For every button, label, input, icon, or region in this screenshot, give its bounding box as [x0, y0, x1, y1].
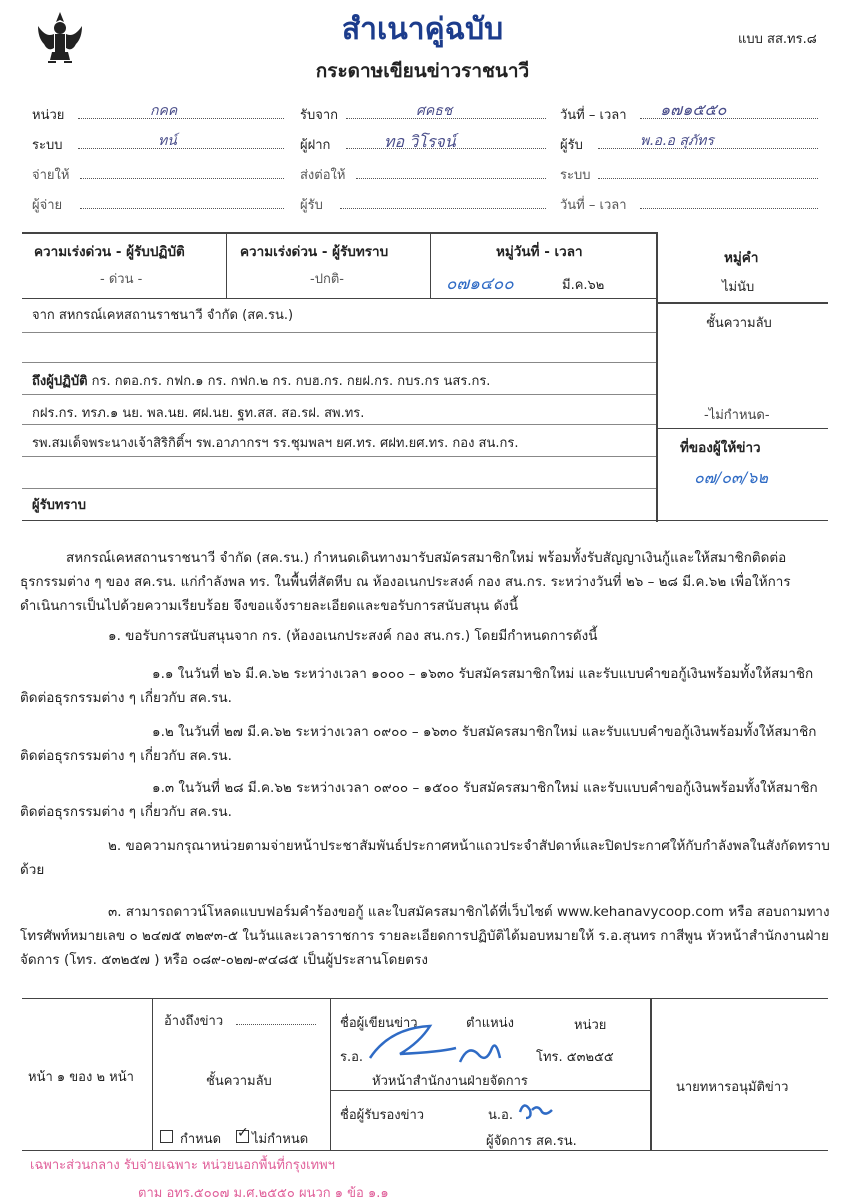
position-label: ตำแหน่ง	[466, 1016, 514, 1031]
from-line: จาก สหกรณ์เคหสถานราชนาวี จำกัด (สค.รน.)	[32, 308, 294, 323]
row-line-6	[22, 488, 656, 489]
body-paragraph-6: ๒. ขอความกรุณาหน่วยตามจ่ายหน้าประชาสัมพันธ์ประกาศหน้าแถวประจำสัปดาห์และปิดประกาศให้กับกำลังพลในสังกัดทราบด้วย	[20, 838, 830, 878]
footer-divider-1	[152, 998, 153, 1150]
received-from-label: รับจาก	[300, 108, 339, 123]
table-header-bottom	[22, 298, 656, 299]
originator-ref-value	[694, 466, 768, 491]
footer-divider-2	[330, 998, 331, 1150]
row-line-5	[22, 456, 656, 457]
body-paragraph-4: ๑.๒ ในวันที่ ๒๗ มี.ค.๖๒ ระหว่างเวลา ๐๙๐๐ – ๑๖๓๐ รับสมัครสมาชิกใหม่ และรับแบบคำขอกู้เงินพร้อมทั้งให้สมาชิกติดต่อธุรกรรมต่าง ๆ เกี่ยวกับ สค.รน.	[20, 724, 817, 764]
unit-line	[78, 118, 284, 119]
checkbox-unspecified-label: ไม่กำหนด	[252, 1132, 309, 1147]
writer-position: หัวหน้าสำนักงานฝ่ายจัดการ	[372, 1074, 528, 1089]
approver-label: ชื่อผู้รับรองข่าว	[340, 1108, 425, 1123]
footer-unit-label: หน่วย	[574, 1018, 607, 1033]
secrecy-label: ชั้นความลับ	[706, 316, 772, 331]
right-panel-divider	[656, 428, 828, 429]
pay-to-label: จ่ายให้	[32, 168, 70, 183]
table-bottom-border	[22, 520, 828, 521]
footer-divider-3	[650, 998, 652, 1150]
deposit-label: ผู้ฝาก	[300, 138, 331, 153]
body-paragraph-7: ๓. สามารถดาวน์โหลดแบบฟอร์มคำร้องขอกู้ และใบสมัครสมาชิกได้ที่เว็บไซต์ www.kehanavycoop.com หรือ สอบถามทางโทรศัพท์หมายเลข ๐ ๒๔๗๕ ๓๒๙๓-๕ ในวันและเวลาราชการ รายละเอียดการปฏิบัติได้มอบหมายให้ ร.อ.สุนทร กาสีพูน หัวหน้าสำนักงานฝ่ายจัดการ (โทร. ๕๓๒๕๗ ) หรือ ๐๘๙-๐๒๗-๙๔๘๕ เป็นผู้ประสานโดยตรง	[20, 904, 830, 968]
datetime-value: ๑๗๑๕๕๐	[660, 100, 727, 119]
to-line-1	[32, 370, 490, 391]
footer-bottom-border	[22, 1150, 828, 1151]
urgency-info-title: ความเร่งด่วน - ผู้รับทราบ	[240, 244, 389, 260]
originator-ref-text: ๐๗/๐๓/๖๒	[694, 468, 768, 487]
forward-label: ส่งต่อให้	[300, 168, 346, 183]
check-mark-icon: ✓	[237, 1125, 249, 1141]
table-top-border	[22, 232, 656, 234]
datetime2-line	[640, 208, 818, 209]
ref-line	[236, 1024, 316, 1025]
system2-line	[598, 178, 818, 179]
body-paragraph-5: ๑.๓ ในวันที่ ๒๘ มี.ค.๖๒ ระหว่างเวลา ๐๙๐๐ – ๑๕๐๐ รับสมัครสมาชิกใหม่ และรับแบบคำขอกู้เงินพร้อมทั้งให้สมาชิกติดต่อธุรกรรมต่าง ๆ เกี่ยวกับ สค.รน.	[20, 780, 818, 820]
distribution-stamp-line-1: เฉพาะส่วนกลาง รับจ่ายเฉพาะ หน่วยนอกพื้นที่กรุงเทพฯ	[30, 1158, 335, 1173]
word-count-title: หมู่คำ	[724, 250, 759, 266]
footer-secrecy-label: ชั้นความลับ	[206, 1074, 272, 1089]
footer-top-border	[22, 998, 828, 999]
urgency-action-title: ความเร่งด่วน - ผู้รับปฏิบัติ	[34, 244, 185, 260]
checkbox-specified-label: กำหนด	[180, 1132, 222, 1147]
pay-to-line	[80, 178, 284, 179]
checkbox-specified[interactable]	[160, 1130, 173, 1143]
approver-signature	[516, 1098, 556, 1124]
originator-ref-label: ที่ของผู้ให้ข่าว	[680, 440, 761, 456]
to-label: ถึงผู้ปฏิบัติ	[32, 374, 88, 389]
page-title: สำเนาคู่ฉบับ	[341, 12, 504, 47]
to-line-2: กฝร.กร. ทรภ.๑ นย. พล.นย. ศฝ.นย. ฐท.สส. สอ.รฝ. สพ.ทร.	[32, 406, 365, 421]
row-line-3	[22, 394, 656, 395]
system-line	[78, 148, 284, 149]
col-divider-1	[226, 232, 227, 298]
secrecy-value: -ไม่กำหนด-	[704, 408, 770, 423]
checkbox-unspecified[interactable]	[236, 1125, 249, 1143]
body-paragraph-1: สหกรณ์เคหสถานราชนาวี จำกัด (สค.รน.) กำหนดเดินทางมารับสมัครสมาชิกใหม่ พร้อมทั้งรับสัญญาเงินกู้และให้สมาชิกติดต่อธุรกรรมต่าง ๆ ของ สค.รน. แก่กำลังพล ทร. ในพื้นที่สัตหีบ ณ ห้องอเนกประสงค์ กอง สน.กร. ระหว่างวันที่ ๒๖ – ๒๘ มี.ค.๖๒ เพื่อให้การดำเนินการเป็นไปด้วยความเรียบร้อย จึงขอแจ้งรายละเอียดและขอรับการสนับสนุน ดังนี้	[20, 550, 791, 614]
page-subtitle: กระดาษเขียนข่าวราชนาวี	[315, 60, 530, 82]
system-label: ระบบ	[32, 138, 63, 153]
form-code: แบบ สส.ทร.๘	[738, 32, 817, 47]
receiver-line	[340, 208, 546, 209]
row-line-1	[22, 332, 656, 333]
word-count-value: ไม่นับ	[722, 280, 755, 295]
approving-officer-label: นายทหารอนุมัติข่าว	[676, 1080, 789, 1095]
table-right-top-border	[656, 302, 828, 304]
writer-phone: โทร. ๕๓๒๕๕	[536, 1050, 614, 1065]
writer-label: ชื่อผู้เขียนข่าว	[340, 1016, 418, 1031]
urgency-info-value: -ปกติ-	[310, 272, 344, 287]
payer-line	[80, 208, 284, 209]
dtg-handwritten: ๐๗๑๔๐๐	[446, 274, 514, 294]
dtg-value: มี.ค.๖๒	[562, 278, 605, 293]
urgency-action-value: - ด่วน -	[100, 272, 143, 287]
receiver2-value: พ.อ.อ สุภัทร	[640, 133, 714, 149]
approver-rank: น.อ.	[488, 1108, 513, 1123]
datetime2-label: วันที่ – เวลา	[560, 198, 627, 213]
datetime-label: วันที่ – เวลา	[560, 108, 627, 123]
body-paragraph-3: ๑.๑ ในวันที่ ๒๖ มี.ค.๖๒ ระหว่างเวลา ๑๐๐๐ – ๑๖๓๐ รับสมัครสมาชิกใหม่ และรับแบบคำขอกู้เงินพร้อมทั้งให้สมาชิกติดต่อธุรกรรมต่าง ๆ เกี่ยวกับ สค.รน.	[20, 666, 814, 706]
col-divider-main	[656, 232, 658, 522]
distribution-stamp-line-2: ตาม อทร.๕๐๐๗ ม.ศ.๒๕๕๐ ผนวก ๑ ข้อ ๑.๑	[138, 1186, 389, 1201]
body-paragraph-2: ๑. ขอรับการสนับสนุนจาก กร. (ห้องอเนกประสงค์ กอง สน.กร.) โดยมีกำหนดการดังนี้	[108, 628, 598, 644]
received-from-value: ศคธช	[416, 103, 453, 119]
to-line-3: รพ.สมเด็จพระนางเจ้าสิริกิติ์ฯ รพ.อาภากรฯ รร.ชุมพลฯ ยศ.ทร. ศฝท.ยศ.ทร. กอง สน.กร.	[32, 436, 519, 451]
system2-label: ระบบ	[560, 168, 591, 183]
receiver-label: ผู้รับ	[300, 198, 323, 213]
row-line-2	[22, 362, 656, 363]
info-label: ผู้รับทราบ	[32, 498, 86, 513]
writer-signature	[360, 1018, 540, 1078]
deposit-value: ทอ วิโรจน์	[384, 132, 456, 151]
forward-line	[356, 178, 546, 179]
system-value: ทน์	[158, 133, 177, 149]
unit-label: หน่วย	[32, 108, 65, 123]
receiver2-label: ผู้รับ	[560, 138, 583, 153]
dtg-title: หมู่วันที่ - เวลา	[496, 244, 583, 260]
approver-position: ผู้จัดการ สค.รน.	[486, 1134, 577, 1149]
row-line-4	[22, 424, 656, 425]
payer-label: ผู้จ่าย	[32, 198, 63, 213]
ref-label: อ้างถึงข่าว	[164, 1014, 224, 1029]
col-divider-2	[430, 232, 431, 298]
unit-value: กคค	[150, 103, 178, 119]
page-count: หน้า ๑ ของ ๒ หน้า	[28, 1070, 134, 1085]
to-line-1-text: กร. กตอ.กร. กฟก.๑ กร. กฟก.๒ กร. กบฮ.กร. กยฝ.กร. กบร.กร นสร.กร.	[91, 374, 491, 389]
writer-rank: ร.อ.	[340, 1050, 364, 1065]
